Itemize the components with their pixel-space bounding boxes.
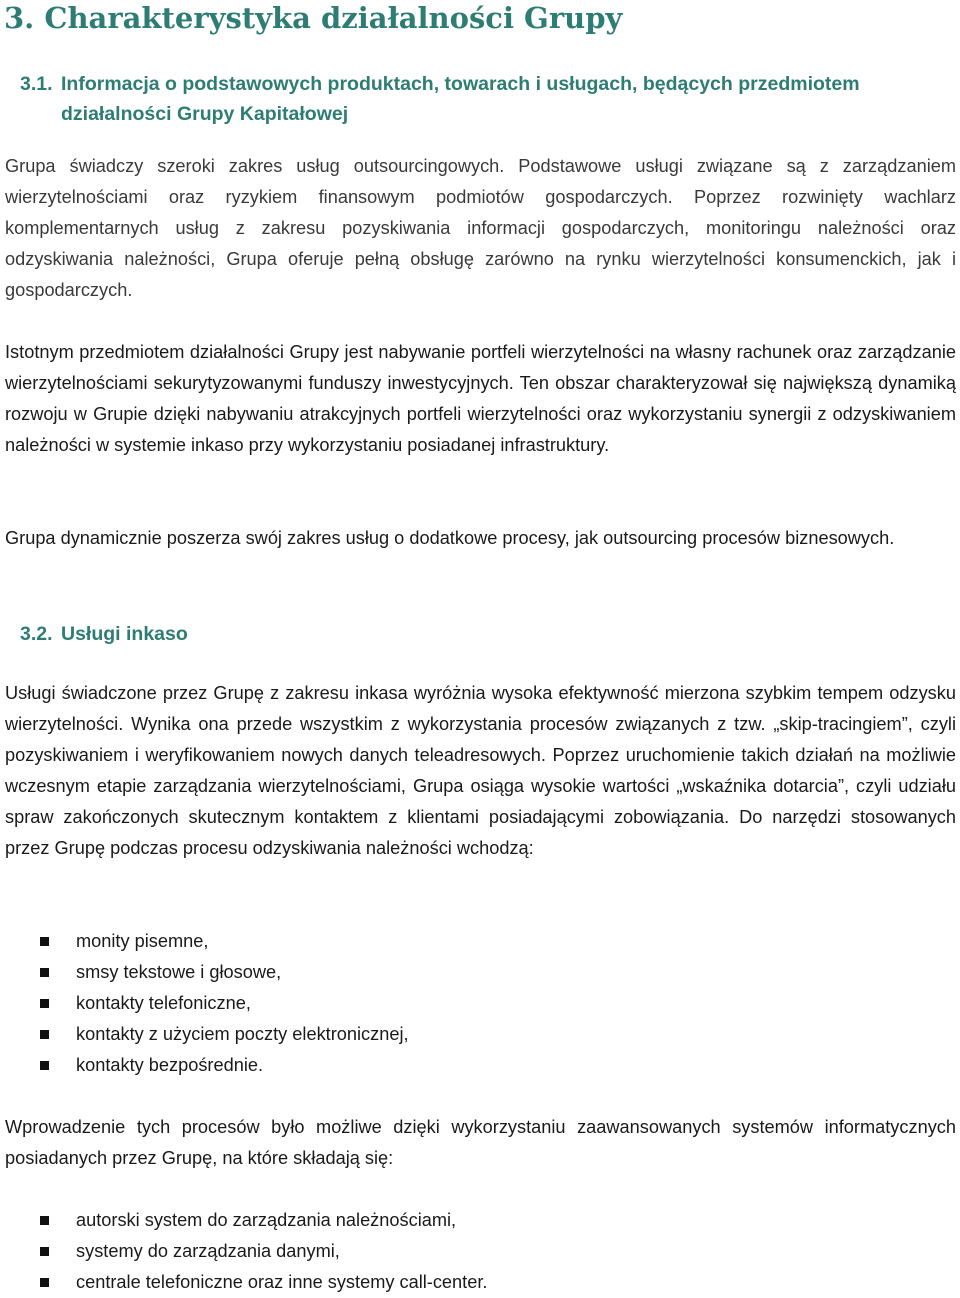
paragraph-portfolio-purchase: Istotnym przedmiotem działalności Grupy jest nabywanie portfeli wierzytelności na własny rachunek oraz zarządzanie wierzytelnościami sekurytyzowanymi funduszy inwestycyjnych. Ten obszar charakteryzował się największą dynamiką rozwoju w Grupie dzięki nabywaniu atrakcyjnych portfeli wierzytelności oraz wykorzystaniu synergii z odzyskiwaniem należności w systemie inkaso przy wykorzystaniu posiadanej infrastruktury. (5, 342, 956, 455)
bullet-square-icon (40, 937, 49, 946)
bullet-square-icon (40, 1278, 49, 1287)
section-title-line1: Informacja o podstawowych produktach, towarach i usługach, będących przedmiotem (61, 73, 860, 95)
bullet-square-icon (40, 1247, 49, 1256)
list-item: kontakty telefoniczne, (0, 988, 900, 1019)
section-heading-3-1 (20, 69, 860, 129)
it-systems-list (0, 1205, 900, 1298)
section-number: 3.1. (20, 73, 53, 95)
section-title: Usługi inkaso (61, 623, 188, 645)
list-item: centrale telefoniczne oraz inne systemy call-center. (0, 1267, 900, 1298)
list-item: kontakty bezpośrednie. (0, 1050, 900, 1081)
paragraph-systems-intro: Wprowadzenie tych procesów było możliwe dzięki wykorzystaniu zaawansowanych systemów informatycznych posiadanych przez Grupę, na które składają się: (5, 1117, 956, 1168)
section-heading-3-2 (20, 619, 188, 649)
section-number: 3.2. (20, 623, 53, 645)
list-item: autorski system do zarządzania należnościami, (0, 1205, 900, 1236)
bullet-square-icon (40, 999, 49, 1008)
list-item: kontakty z użyciem poczty elektronicznej, (0, 1019, 900, 1050)
bullet-square-icon (40, 1030, 49, 1039)
bullet-square-icon (40, 968, 49, 977)
bullet-square-icon (40, 1216, 49, 1225)
list-item: smsy tekstowe i głosowe, (0, 957, 900, 988)
paragraph-collection-intro: Usługi świadczone przez Grupę z zakresu inkasa wyróżnia wysoka efektywność mierzona szybkim tempem odzysku wierzytelności. Wynika ona przede wszystkim z wykorzystania procesów związanych z tzw. „skip-tracingiem”, czyli pozyskiwaniem i weryfikowaniem nowych danych teleadresowych. Poprzez uruchomienie takich działań na możliwie wczesnym etapie zarządzania wierzytelnościami, Grupa osiąga wysokie wartości „wskaźnika dotarcia”, czyli udziału spraw zakończonych skutecznym kontaktem z klientami posiadającymi zobowiązania. Do narzędzi stosowanych przez Grupę podczas procesu odzyskiwania należności wchodzą: (5, 683, 956, 858)
paragraph-services-overview: Grupa świadczy szeroki zakres usług outsourcingowych. Podstawowe usługi związane są z zarządzaniem wierzytelnościami oraz ryzykiem finansowym podmiotów gospodarczych. Poprzez rozwinięty wachlarz komplementarnych usług z zakresu pozyskiwania informacji gospodarczych, monitoringu należności oraz odzyskiwania należności, Grupa oferuje pełną obsługę zarówno na rynku wierzytelności konsumenckich, jak i gospodarczych. (5, 156, 956, 300)
list-item: monity pisemne, (0, 926, 900, 957)
section-title-line2: działalności Grupy Kapitałowej (61, 103, 349, 125)
collection-tools-list (0, 926, 900, 1081)
paragraph-service-expansion: Grupa dynamicznie poszerza swój zakres usług o dodatkowe procesy, jak outsourcing procesów biznesowych. (5, 528, 895, 548)
list-item: systemy do zarządzania danymi, (0, 1236, 900, 1267)
page-title: 3. Charakterystyka działalności Grupy (4, 1, 623, 35)
bullet-square-icon (40, 1061, 49, 1070)
